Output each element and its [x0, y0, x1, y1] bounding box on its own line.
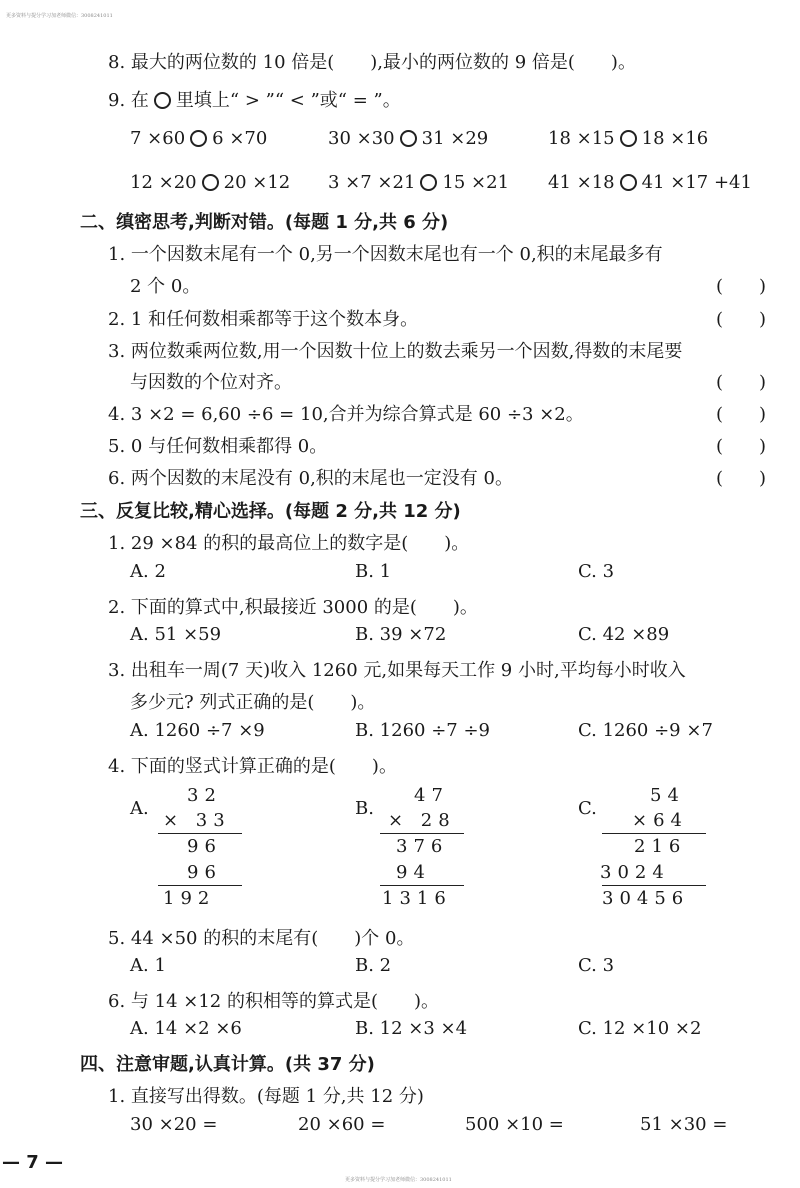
calc-b-p1: 376 — [396, 836, 449, 857]
question-9-label: 9. 在 — [108, 90, 149, 111]
circle-icon[interactable] — [420, 174, 437, 191]
judge-6-answer[interactable]: ( ) — [716, 468, 767, 489]
calc-a-line-2 — [158, 885, 242, 886]
choice-3-c[interactable]: C. 1260 ÷9 ×7 — [578, 720, 713, 741]
choice-4-a-label[interactable]: A. — [130, 798, 149, 819]
compare-2-2: 3 ×7 ×21 15 ×21 — [328, 172, 510, 193]
judge-1-line1: 1. 一个因数末尾有一个 0,另一个因数末尾也有一个 0,积的末尾最多有 — [108, 244, 663, 265]
choice-2: 2. 下面的算式中,积最接近 3000 的是( )。 — [108, 597, 478, 618]
choice-4-c-label[interactable]: C. — [578, 798, 597, 819]
judge-5: 5. 0 与任何数相乘都得 0。 — [108, 436, 328, 457]
judge-5-answer[interactable]: ( ) — [716, 436, 767, 457]
section-2-title: 二、缜密思考,判断对错。(每题 1 分,共 6 分) — [80, 212, 449, 233]
choice-3-line2: 多少元? 列式正确的是( )。 — [130, 692, 376, 713]
choice-1-a[interactable]: A. 2 — [130, 561, 166, 582]
calc-b-result: 1316 — [382, 888, 452, 909]
choice-1: 1. 29 ×84 的积的最高位上的数字是( )。 — [108, 533, 470, 554]
choice-2-c[interactable]: C. 42 ×89 — [578, 624, 670, 645]
calc-c-mult: ×64 — [632, 810, 688, 831]
calc-a-mult: × 33 — [163, 810, 231, 831]
calc-c-line-1 — [602, 833, 706, 834]
choice-1-c[interactable]: C. 3 — [578, 561, 615, 582]
choice-4-b-label[interactable]: B. — [355, 798, 374, 819]
calc-a-result: 192 — [163, 888, 216, 909]
choice-6: 6. 与 14 ×12 的积相等的算式是( )。 — [108, 991, 439, 1012]
judge-1-answer[interactable]: ( ) — [716, 276, 767, 297]
circle-icon[interactable] — [202, 174, 219, 191]
judge-6: 6. 两个因数的末尾没有 0,积的末尾也一定没有 0。 — [108, 468, 513, 489]
compare-2-3: 41 ×18 41 ×17 +41 — [548, 172, 752, 193]
judge-4-answer[interactable]: ( ) — [716, 404, 767, 425]
choice-5-b[interactable]: B. 2 — [355, 955, 392, 976]
footer-note: 更多资料与提分学习加老师微信：3008241011 — [345, 1177, 452, 1183]
choice-2-a[interactable]: A. 51 ×59 — [130, 624, 222, 645]
circle-icon[interactable] — [620, 130, 637, 147]
calc-a-p1: 96 — [187, 836, 222, 857]
judge-3-answer[interactable]: ( ) — [716, 372, 767, 393]
header-note: 更多资料与提分学习加老师微信：3008241011 — [6, 13, 113, 19]
compare-1-1: 7 ×60 6 ×70 — [130, 128, 268, 149]
judge-3-line1: 3. 两位数乘两位数,用一个因数十位上的数去乘另一个因数,得数的末尾要 — [108, 341, 683, 362]
calc-a-p2: 96 — [187, 862, 222, 883]
circle-icon[interactable] — [620, 174, 637, 191]
calc-c-p1: 216 — [634, 836, 687, 857]
choice-5: 5. 44 ×50 的积的末尾有( )个 0。 — [108, 928, 415, 949]
calc-item-4: 51 ×30 = — [640, 1114, 728, 1135]
choice-5-a[interactable]: A. 1 — [130, 955, 166, 976]
calc-c-p2: 3024 — [600, 862, 670, 883]
judge-2-answer[interactable]: ( ) — [716, 309, 767, 330]
compare-2-1: 12 ×20 20 ×12 — [130, 172, 291, 193]
compare-1-3: 18 ×15 18 ×16 — [548, 128, 709, 149]
compare-1-2: 30 ×30 31 ×29 — [328, 128, 489, 149]
question-9-tail: 里填上“ > ”“ < ”或“ = ”。 — [175, 90, 401, 111]
choice-4: 4. 下面的竖式计算正确的是( )。 — [108, 756, 397, 777]
calc-c-top: 54 — [650, 785, 685, 806]
choice-3-b[interactable]: B. 1260 ÷7 ÷9 — [355, 720, 490, 741]
choice-3-line1: 3. 出租车一周(7 天)收入 1260 元,如果每天工作 9 小时,平均每小时收入 — [108, 660, 686, 681]
choice-6-c[interactable]: C. 12 ×10 ×2 — [578, 1018, 702, 1039]
calc-c-result: 30456 — [602, 888, 690, 909]
circle-icon[interactable] — [400, 130, 417, 147]
circle-icon — [154, 92, 171, 109]
choice-3-a[interactable]: A. 1260 ÷7 ×9 — [130, 720, 265, 741]
calc-item-1: 30 ×20 = — [130, 1114, 218, 1135]
choice-2-b[interactable]: B. 39 ×72 — [355, 624, 447, 645]
calc-b-line-2 — [380, 885, 464, 886]
calc-b-p2: 94 — [396, 862, 431, 883]
judge-1-line2: 2 个 0。 — [130, 276, 201, 297]
judge-3-line2: 与因数的个位对齐。 — [130, 372, 292, 393]
calc-item-2: 20 ×60 = — [298, 1114, 386, 1135]
calc-c-line-2 — [602, 885, 706, 886]
calc-item-3: 500 ×10 = — [465, 1114, 564, 1135]
calc-b-top: 47 — [414, 785, 449, 806]
calc-question-1: 1. 直接写出得数。(每题 1 分,共 12 分) — [108, 1086, 424, 1107]
judge-2: 2. 1 和任何数相乘都等于这个数本身。 — [108, 309, 419, 330]
calc-a-top: 32 — [187, 785, 222, 806]
calc-a-line-1 — [158, 833, 242, 834]
question-8: 8. 最大的两位数的 10 倍是( ),最小的两位数的 9 倍是( )。 — [108, 52, 636, 73]
section-3-title: 三、反复比较,精心选择。(每题 2 分,共 12 分) — [80, 501, 461, 522]
question-9 — [108, 86, 401, 112]
calc-b-mult: × 28 — [388, 810, 456, 831]
choice-6-b[interactable]: B. 12 ×3 ×4 — [355, 1018, 468, 1039]
circle-icon[interactable] — [190, 130, 207, 147]
choice-5-c[interactable]: C. 3 — [578, 955, 615, 976]
page-number: — 7 — — [2, 1152, 64, 1173]
section-4-title: 四、注意审题,认真计算。(共 37 分) — [80, 1054, 375, 1075]
choice-1-b[interactable]: B. 1 — [355, 561, 392, 582]
choice-6-a[interactable]: A. 14 ×2 ×6 — [130, 1018, 242, 1039]
calc-b-line-1 — [380, 833, 464, 834]
judge-4: 4. 3 ×2 = 6,60 ÷6 = 10,合并为综合算式是 60 ÷3 ×2。 — [108, 404, 584, 425]
